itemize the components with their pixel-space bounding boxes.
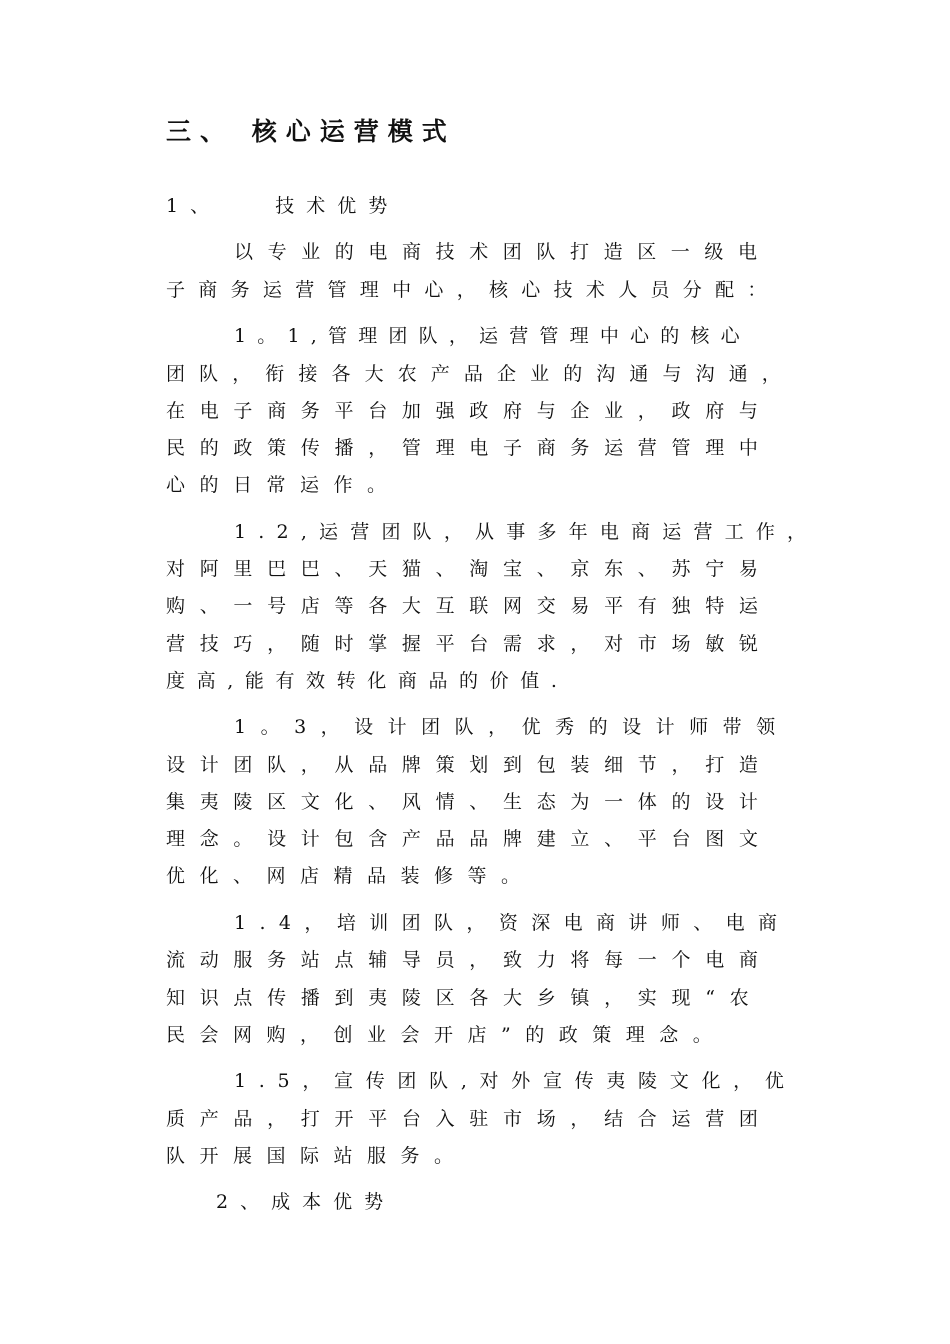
paragraph-line: 1.4，培训团队，资深电商讲师、电商 xyxy=(234,912,791,934)
paragraph-line: 对阿里巴巴、天猫、淘宝、京东、苏宁易 xyxy=(166,558,773,580)
paragraph-line: 设计团队，从品牌策划到包装细节，打造 xyxy=(166,754,773,776)
paragraph-line: 民会网购，创业会开店”的政策理念。 xyxy=(166,1024,727,1046)
paragraph-line: 度高,能有效转化商品的价值. xyxy=(166,670,569,692)
paragraph-line: 集夷陵区文化、风情、生态为一体的设计 xyxy=(166,791,773,813)
paragraph-line: 优化、网店精品装修等。 xyxy=(166,865,535,887)
paragraph-line: 心的日常运作。 xyxy=(166,474,401,496)
paragraph-line: 购、一号店等各大互联网交易平有独特运 xyxy=(166,595,773,617)
paragraph-line: 质产品，打开平台入驻市场，结合运营团 xyxy=(166,1108,773,1130)
section-title: 1、 技术优势 xyxy=(166,195,400,217)
section-title: 2、成本优势 xyxy=(216,1191,396,1213)
paragraph-line: 1.5，宣传团队,对外宣传夷陵文化，优 xyxy=(234,1070,797,1092)
paragraph-line: 1.2,运营团队，从事多年电商运营工作， xyxy=(234,521,819,543)
paragraph-line: 知识点传播到夷陵区各大乡镇，实现“农 xyxy=(166,987,764,1009)
page-title: 三、 核心运营模式 xyxy=(166,117,456,146)
paragraph-line: 理念。设计包含产品品牌建立、平台图文 xyxy=(166,828,773,850)
paragraph-line: 营技巧，随时掌握平台需求，对市场敏锐 xyxy=(166,633,773,655)
paragraph-line: 子商务运营管理中心，核心技术人员分配： xyxy=(166,279,780,301)
paragraph-line: 民的政策传播，管理电子商务运营管理中 xyxy=(166,437,773,459)
paragraph-line: 以专业的电商技术团队打造区一级电 xyxy=(234,241,772,263)
paragraph-line: 团队，衔接各大农产品企业的沟通与沟通， xyxy=(166,363,795,385)
paragraph-line: 在电子商务平台加强政府与企业，政府与 xyxy=(166,400,773,422)
paragraph-line: 1。3，设计团队，优秀的设计师带领 xyxy=(234,716,790,738)
paragraph-line: 队开展国际站服务。 xyxy=(166,1145,468,1167)
paragraph-line: 流动服务站点辅导员，致力将每一个电商 xyxy=(166,949,773,971)
paragraph-line: 1。1,管理团队，运营管理中心的核心 xyxy=(234,325,751,347)
